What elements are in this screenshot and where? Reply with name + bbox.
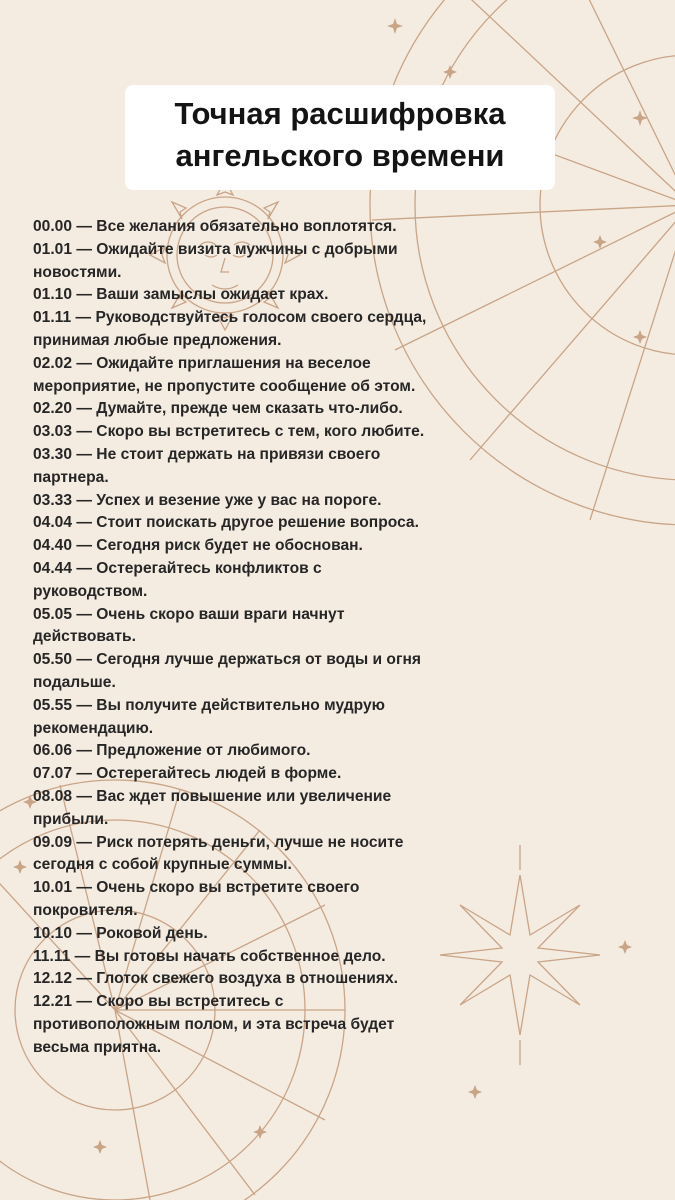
- page-title-line-1: Точная расшифровка: [174, 96, 506, 131]
- meaning-text: противоположным полом, и эта встреча будет: [33, 1015, 395, 1033]
- list-item: [33, 284, 653, 307]
- time-code: 05.50: [33, 651, 73, 669]
- list-item: [33, 535, 653, 558]
- list-item: [33, 398, 653, 421]
- time-code: 11.11: [33, 947, 71, 965]
- meaning-text: новостями.: [33, 263, 122, 281]
- meaning-text: подальше.: [33, 673, 116, 691]
- list-item-continuation: [33, 718, 653, 741]
- time-code: 05.55: [33, 696, 73, 714]
- list-item: [33, 649, 653, 672]
- list-item: [33, 991, 653, 1014]
- meaning-text: — Вы получите действительно мудрую: [76, 696, 385, 714]
- title-box: [125, 85, 555, 190]
- list-item: [33, 832, 653, 855]
- meaning-text: действовать.: [33, 628, 136, 646]
- meaning-text: — Скоро вы встретитесь с тем, кого любите.: [76, 423, 425, 441]
- list-item: [33, 763, 653, 786]
- list-item: [33, 946, 653, 969]
- meaning-text: — Сегодня лучше держаться от воды и огня: [76, 651, 421, 669]
- list-item-continuation: [33, 854, 653, 877]
- meaning-text: — Предложение от любимого.: [76, 742, 311, 760]
- list-item: [33, 444, 653, 467]
- meaning-text: — Не стоит держать на привязи своего: [76, 445, 381, 463]
- list-item-continuation: [33, 581, 653, 604]
- page-title-line-2: ангельского времени: [175, 138, 505, 173]
- time-code: 01.11: [33, 309, 72, 327]
- meaning-text: — Ожидайте визита мужчины с добрыми: [76, 240, 398, 258]
- list-item-continuation: [33, 1037, 653, 1060]
- list-item: [33, 740, 653, 763]
- meaning-text: — Глоток свежего воздуха в отношениях.: [76, 970, 398, 988]
- time-code: 00.00: [33, 218, 73, 235]
- time-code: 04.04: [33, 514, 73, 532]
- time-code: 02.20: [33, 400, 73, 418]
- list-item-continuation: [33, 809, 653, 832]
- time-code: 03.30: [33, 445, 73, 463]
- list-item-continuation: [33, 376, 653, 399]
- meaning-text: — Думайте, прежде чем сказать что-либо.: [76, 400, 403, 418]
- list-item: [33, 604, 653, 627]
- list-item: [33, 786, 653, 809]
- meaning-text: — Остерегайтесь людей в форме.: [76, 765, 342, 783]
- list-item-continuation: [33, 672, 653, 695]
- time-code: 05.05: [33, 605, 73, 623]
- meaning-text: — Ожидайте приглашения на веселое: [76, 354, 371, 372]
- angel-time-list: [33, 216, 653, 1059]
- list-item-continuation: [33, 330, 653, 353]
- meaning-text: — Ваши замыслы ожидает крах.: [76, 286, 329, 304]
- meaning-text: рекомендацию.: [33, 719, 154, 737]
- time-code: 08.08: [33, 787, 73, 805]
- list-item: [33, 695, 653, 718]
- meaning-text: — Сегодня риск будет не обоснован.: [76, 537, 363, 555]
- meaning-text: весьма приятна.: [33, 1038, 162, 1056]
- time-code: 10.10: [33, 924, 73, 942]
- list-item: [33, 421, 653, 444]
- list-item-continuation: [33, 467, 653, 490]
- list-item: [33, 558, 653, 581]
- meaning-text: руководством.: [33, 582, 148, 600]
- meaning-text: сегодня с собой крупные суммы.: [33, 856, 292, 874]
- meaning-text: — Риск потерять деньги, лучше не носите: [76, 833, 404, 851]
- time-code: 10.01: [33, 879, 73, 897]
- list-item: [33, 239, 653, 262]
- meaning-text: — Вы готовы начать собственное дело.: [74, 947, 386, 965]
- time-code: 01.01: [33, 240, 73, 258]
- meaning-text: прибыли.: [33, 810, 109, 828]
- meaning-text: — Все желания обязательно воплотятся.: [76, 218, 397, 235]
- list-item-continuation: [33, 626, 653, 649]
- time-code: 12.12: [33, 970, 73, 988]
- list-item: [33, 923, 653, 946]
- time-code: 01.10: [33, 286, 73, 304]
- meaning-text: покровителя.: [33, 901, 138, 919]
- time-code: 03.33: [33, 491, 73, 509]
- list-item: [33, 216, 653, 239]
- time-code: 09.09: [33, 833, 73, 851]
- list-item: [33, 490, 653, 513]
- time-code: 06.06: [33, 742, 73, 760]
- list-item: [33, 968, 653, 991]
- list-item-continuation: [33, 1014, 653, 1037]
- meaning-text: принимая любые предложения.: [33, 331, 282, 349]
- time-code: 04.40: [33, 537, 73, 555]
- time-code: 07.07: [33, 765, 73, 783]
- meaning-text: мероприятие, не пропустите сообщение об этом.: [33, 377, 416, 395]
- meaning-text: — Очень скоро ваши враги начнут: [76, 605, 345, 623]
- list-item-continuation: [33, 900, 653, 923]
- meaning-text: — Остерегайтесь конфликтов с: [76, 559, 322, 577]
- time-code: 02.02: [33, 354, 73, 372]
- list-item-continuation: [33, 262, 653, 285]
- time-code: 04.44: [33, 559, 73, 577]
- meaning-text: — Очень скоро вы встретите своего: [76, 879, 360, 897]
- list-item: [33, 512, 653, 535]
- meaning-text: — Вас ждет повышение или увеличение: [76, 787, 392, 805]
- meaning-text: партнера.: [33, 468, 109, 486]
- time-code: 03.03: [33, 423, 73, 441]
- meaning-text: — Руководствуйтесь голосом своего сердца,: [75, 309, 427, 327]
- meaning-text: — Скоро вы встретитесь с: [76, 993, 284, 1011]
- time-code: 12.21: [33, 993, 73, 1011]
- list-item: [33, 353, 653, 376]
- meaning-text: — Роковой день.: [76, 924, 208, 942]
- meaning-text: — Успех и везение уже у вас на пороге.: [76, 491, 382, 509]
- meaning-text: — Стоит поискать другое решение вопроса.: [76, 514, 419, 532]
- list-item: [33, 307, 653, 330]
- list-item: [33, 877, 653, 900]
